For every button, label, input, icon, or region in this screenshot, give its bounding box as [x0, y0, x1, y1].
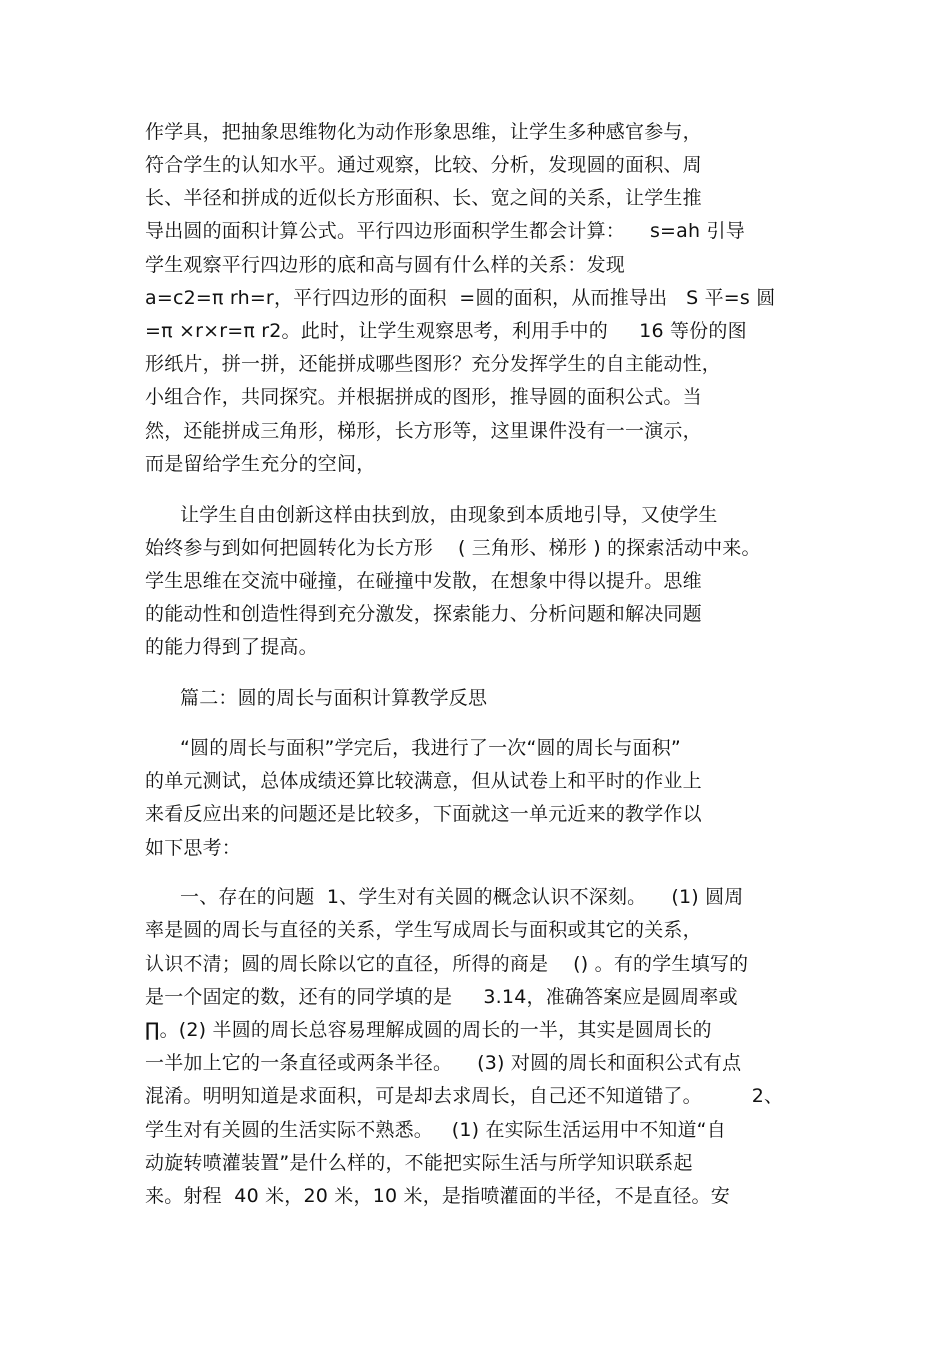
text-line: 来。射程 40 米，20 米，10 米，是指喷灌面的半径，不是直径。安 [145, 1185, 730, 1207]
text-line: 作学具，把抽象思维物化为动作形象思维，让学生多种感官参与， [145, 121, 702, 143]
text-line: 的能力得到了提高。 [145, 636, 318, 658]
text-line: 动旋转喷灌装置”是什么样的，不能把实际生活与所学知识联系起 [145, 1152, 693, 1174]
text-line: 是一个固定的数，还有的同学填的是 3.14，准确答案应是圆周率或 [145, 986, 738, 1008]
text-line: 然，还能拼成三角形，梯形，长方形等，这里课件没有一一演示， [145, 420, 702, 442]
text-line: 而是留给学生充分的空间， [145, 453, 376, 475]
text-line: 一半加上它的一条直径或两条半径。 (3) 对圆的周长和面积公式有点 [145, 1052, 742, 1074]
text-line: 认识不清；圆的周长除以它的直径，所得的商是 () 。有的学生填写的 [145, 953, 749, 975]
text-line: 始终参与到如何把圆转化为长方形 ( 三角形、梯形 ) 的探索活动中来。 [145, 537, 761, 559]
text-line: 的能动性和创造性得到充分激发，探索能力、分析问题和解决同题 [145, 603, 702, 625]
text-line: ∏。(2) 半圆的周长总容易理解成圆的周长的一半，其实是圆周长的 [145, 1019, 712, 1041]
text-line: 长、半径和拼成的近似长方形面积、长、宽之间的关系，让学生推 [145, 187, 702, 209]
text-line: 来看反应出来的问题还是比较多，下面就这一单元近来的教学作以 [145, 803, 702, 825]
text-line: 率是圆的周长与直径的关系，学生写成周长与面积或其它的关系， [145, 919, 702, 941]
text-line: 混淆。明明知道是求面积，可是却去求周长，自己还不知道错了。 2、 [145, 1085, 784, 1107]
text-line: 学生思维在交流中碰撞，在碰撞中发散，在想象中得以提升。思维 [145, 570, 702, 592]
text-line: 符合学生的认知水平。通过观察，比较、分析，发现圆的面积、周 [145, 154, 702, 176]
text-line: 小组合作，共同探究。并根据拼成的图形，推导圆的面积公式。当 [145, 386, 702, 408]
text-line: 一、存在的问题 1、学生对有关圆的概念认识不深刻。 (1) 圆周 [180, 886, 744, 908]
text-line: 学生对有关圆的生活实际不熟悉。 (1) 在实际生活运用中不知道“自 [145, 1119, 726, 1141]
text-line: 学生观察平行四边形的底和高与圆有什么样的关系：发现 [145, 254, 626, 276]
text-line: 如下思考： [145, 837, 242, 859]
heading-text: 篇二：圆的周长与面积计算教学反思 [180, 687, 488, 709]
text-line: a=c2=π rh=r，平行四边形的面积 =圆的面积，从而推导出 S 平=s 圆 [145, 287, 776, 309]
text-line: 让学生自由创新这样由扶到放，由现象到本质地引导，又使学生 [180, 504, 718, 526]
text-line: 形纸片，拼一拼，还能拼成哪些图形？充分发挥学生的自主能动性， [145, 353, 722, 375]
text-line: 导出圆的面积计算公式。平行四边形面积学生都会计算： s=ah 引导 [145, 220, 745, 242]
text-line: =π ×r×r=π r2。此时，让学生观察思考，利用手中的 16 等份的图 [145, 320, 747, 342]
text-line: “圆的周长与面积”学完后，我进行了一次“圆的周长与面积” [180, 737, 681, 759]
text-line: 的单元测试，总体成绩还算比较满意，但从试卷上和平时的作业上 [145, 770, 702, 792]
